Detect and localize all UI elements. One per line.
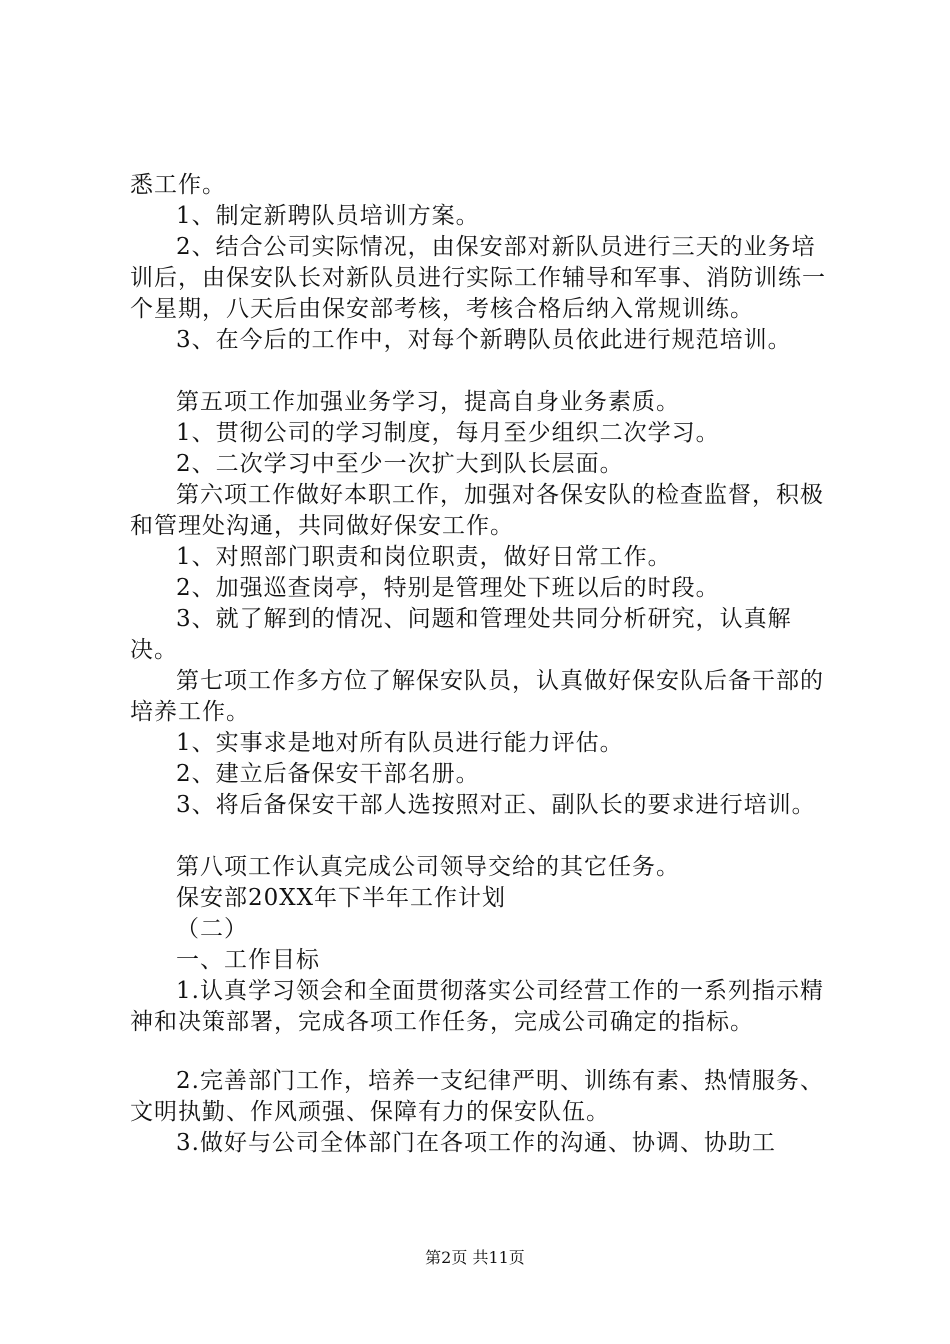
section-heading: 一、工作目标 <box>176 947 320 973</box>
document-subtitle: 保安部20XX年下半年工作计划 <box>176 885 507 911</box>
list-item: 1、实事求是地对所有队员进行能力评估。 <box>176 730 624 756</box>
list-item: 1、对照部门职责和岗位职责，做好日常工作。 <box>176 544 672 570</box>
list-item: 1.认真学习领会和全面贯彻落实公司经营工作的一系列指示精神和决策部署，完成各项工作任务，完成公司确定的指标。 <box>130 978 824 1035</box>
document-body <box>130 170 830 1159</box>
list-item: 2、结合公司实际情况，由保安部对新队员进行三天的业务培训后，由保安队长对新队员进行实际工作辅导和军事、消防训练一个星期，八天后由保安部考核，考核合格后纳入常规训练。 <box>130 234 826 322</box>
list-item: 2、建立后备保安干部名册。 <box>176 761 480 787</box>
list-item: 3、将后备保安干部人选按照对正、副队长的要求进行培训。 <box>176 792 816 818</box>
list-item: 3.做好与公司全体部门在各项工作的沟通、协调、协助工 <box>176 1130 776 1156</box>
section-heading: 第七项工作多方位了解保安队员，认真做好保安队后备干部的培养工作。 <box>130 668 824 725</box>
paragraph: 悉工作。 <box>130 172 226 198</box>
section-heading: 第八项工作认真完成公司领导交给的其它任务。 <box>176 854 680 880</box>
section-heading: 第六项工作做好本职工作，加强对各保安队的检查监督，积极和管理处沟通，共同做好保安工作。 <box>130 482 824 539</box>
list-item: 3、在今后的工作中，对每个新聘队员依此进行规范培训。 <box>176 327 792 353</box>
list-item: 1、贯彻公司的学习制度，每月至少组织二次学习。 <box>176 420 720 446</box>
list-item: 3、就了解到的情况、问题和管理处共同分析研究，认真解决。 <box>130 606 792 663</box>
document-part-label: （二） <box>176 916 248 942</box>
list-item: 2、加强巡查岗亭，特别是管理处下班以后的时段。 <box>176 575 720 601</box>
list-item: 2、二次学习中至少一次扩大到队长层面。 <box>176 451 624 477</box>
section-heading: 第五项工作加强业务学习，提高自身业务素质。 <box>176 389 680 415</box>
list-item: 1、制定新聘队员培训方案。 <box>176 203 480 229</box>
list-item: 2.完善部门工作，培养一支纪律严明、训练有素、热情服务、文明执勤、作风顽强、保障有力的保安队伍。 <box>130 1068 824 1125</box>
page-footer: 第2页 共11页 <box>425 1248 525 1267</box>
